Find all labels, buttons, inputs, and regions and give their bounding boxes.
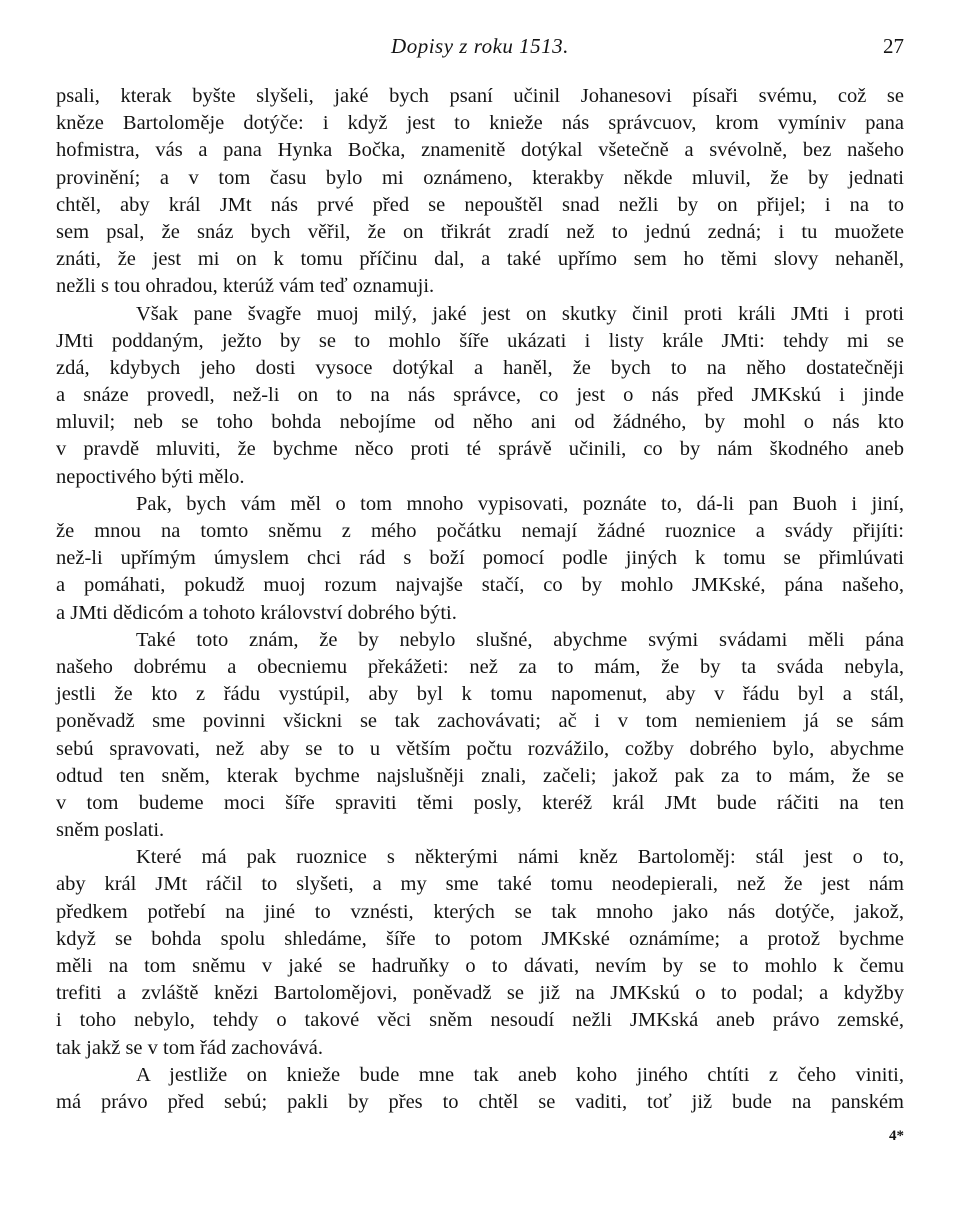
text-line: našeho dobrému a obecniemu překážeti: než za to mám, že by ta sváda nebyla, (56, 655, 904, 678)
body-text (56, 83, 904, 1116)
text-line: psali, kterak byšte slyšeli, jaké bych psaní učinil Johanesovi písaři svému, což se (56, 85, 904, 107)
text-line: tak jakž se v tom řád zachovává. (56, 1036, 323, 1059)
text-line: trefiti a zvláště knězi Bartolomějovi, poněvadž se již na JMKskú o to podal; a kdyžby (56, 982, 904, 1005)
text-line: aby král JMt ráčil to slyšeti, a my sme také tomu neodepierali, než že jest nám (56, 873, 904, 896)
text-line: sněm poslati. (56, 819, 165, 842)
text-line: kněze Bartoloměje dotýče: i když jest to knieže nás správcuov, krom vymíniv pana (56, 112, 904, 135)
text-line: Také toto znám, že by nebylo slušné, abychme svými svádami měli pána (136, 628, 904, 651)
paragraph (56, 83, 904, 301)
page-number: 27 (883, 34, 904, 58)
paragraph (56, 1062, 904, 1116)
text-line: znáti, že jest mi on k tomu příčinu dal, a také upřímo sem ho těmi slovy nehaněl, (56, 248, 904, 271)
text-line: měli na tom sněmu v jaké se hadruňky o to dávati, nevím by se to mohlo k čemu (56, 955, 904, 977)
paragraph (56, 844, 904, 1062)
text-line: a JMti dědicóm a tohoto království dobrého býti. (56, 601, 457, 624)
text-line: chtěl, aby král JMt nás prvé před se nepouštěl snad nežli by on přijel; i na to (56, 193, 904, 216)
text-line: provinění; a v tom času bylo mi oznámeno, kterakby někde mluvil, že by jednati (56, 166, 904, 189)
running-title: Dopisy z roku 1513. (391, 34, 569, 58)
text-line: předkem potřebí na jiné to vznésti, kterých se tak mnoho jako nás dotýče, jakož, (56, 900, 904, 923)
text-line: sebú spravovati, než aby se to u větším počtu rozvážilo, cožby dobrého bylo, abychme (56, 737, 904, 760)
text-line: nežli s tou ohradou, kterúž vám teď oznamuji. (56, 275, 435, 298)
text-line: odtud ten sněm, kterak bychme najslušněji znali, začeli; jakož pak za to mám, že se (56, 764, 904, 787)
text-line: Které má pak ruoznice s některými námi kněz Bartoloměj: stál jest o to, (136, 846, 904, 869)
text-line: zdá, kdybych jeho dosti vysoce dotýkal a haněl, že bych to na něho dostatečněji (56, 356, 904, 379)
text-line: sem psal, že snáz bych věřil, že on třikrát zradí než to jednú zedná; i tu muožete (56, 220, 904, 243)
text-line: JMti poddaným, ježto by se to mohlo šíře ukázati i listy krále JMti: tehdy mi se (56, 329, 904, 352)
text-line: poněvadž sme povinni všickni se tak zachovávati; ač i v tom nemieniem já se sám (56, 710, 904, 733)
text-line: i toho nebylo, tehdy o takové věci sněm nesoudí nežli JMKská aneb právo zemské, (56, 1009, 904, 1032)
text-line: hofmistra, vás a pana Hynka Bočka, znamenitě dotýkal všetečně a svévolně, bez našeho (56, 139, 904, 162)
paragraph (56, 627, 904, 845)
text-line: a pomáhati, pokudž muoj rozum najvajše stačí, co by mohlo JMKské, pána našeho, (56, 574, 904, 597)
text-line: Však pane švagře muoj milý, jaké jest on skutky činil proti králi JMti i proti (136, 302, 904, 325)
paragraph (56, 301, 904, 491)
text-line: Pak, bych vám měl o tom mnoho vypisovati, poznáte to, dá-li pan Buoh i jiní, (136, 492, 904, 515)
text-line: mluvil; neb se toho bohda nebojíme od něho ani od žádného, by mohl o nás kto (56, 411, 904, 434)
text-line: jestli že kto z řádu vystúpil, aby byl k tomu napomenut, aby v řádu byl a stál, (56, 683, 904, 706)
text-line: v pravdě mluviti, že bychme něco proti té správě učinili, co by nám škodného aneb (56, 438, 904, 461)
running-head (56, 34, 904, 64)
text-line: než-li upřímým úmyslem chci rád s boží pomocí podle jiných k tomu se přimlúvati (56, 547, 904, 570)
signature-mark: 4* (889, 1128, 904, 1144)
text-line: že mnou na tomto sněmu z mého počátku nemají žádné ruoznice a svády přijíti: (56, 520, 904, 542)
text-line: a snáze provedl, než-li on to na nás správce, co jest o nás před JMKskú i jinde (56, 384, 904, 407)
text-line: nepoctivého býti mělo. (56, 465, 245, 488)
text-line: má právo před sebú; pakli by přes to chtěl se vaditi, toť již bude na panském (56, 1090, 904, 1113)
text-line: A jestliže on knieže bude mne tak aneb koho jiného chtíti z čeho viniti, (136, 1063, 904, 1086)
text-line: když se bohda spolu shledáme, šíře to potom JMKské oznámíme; a protož bychme (56, 927, 904, 950)
text-line: v tom budeme moci šíře spraviti těmi posly, kteréž král JMt bude ráčiti na ten (56, 791, 904, 814)
paragraph (56, 491, 904, 627)
